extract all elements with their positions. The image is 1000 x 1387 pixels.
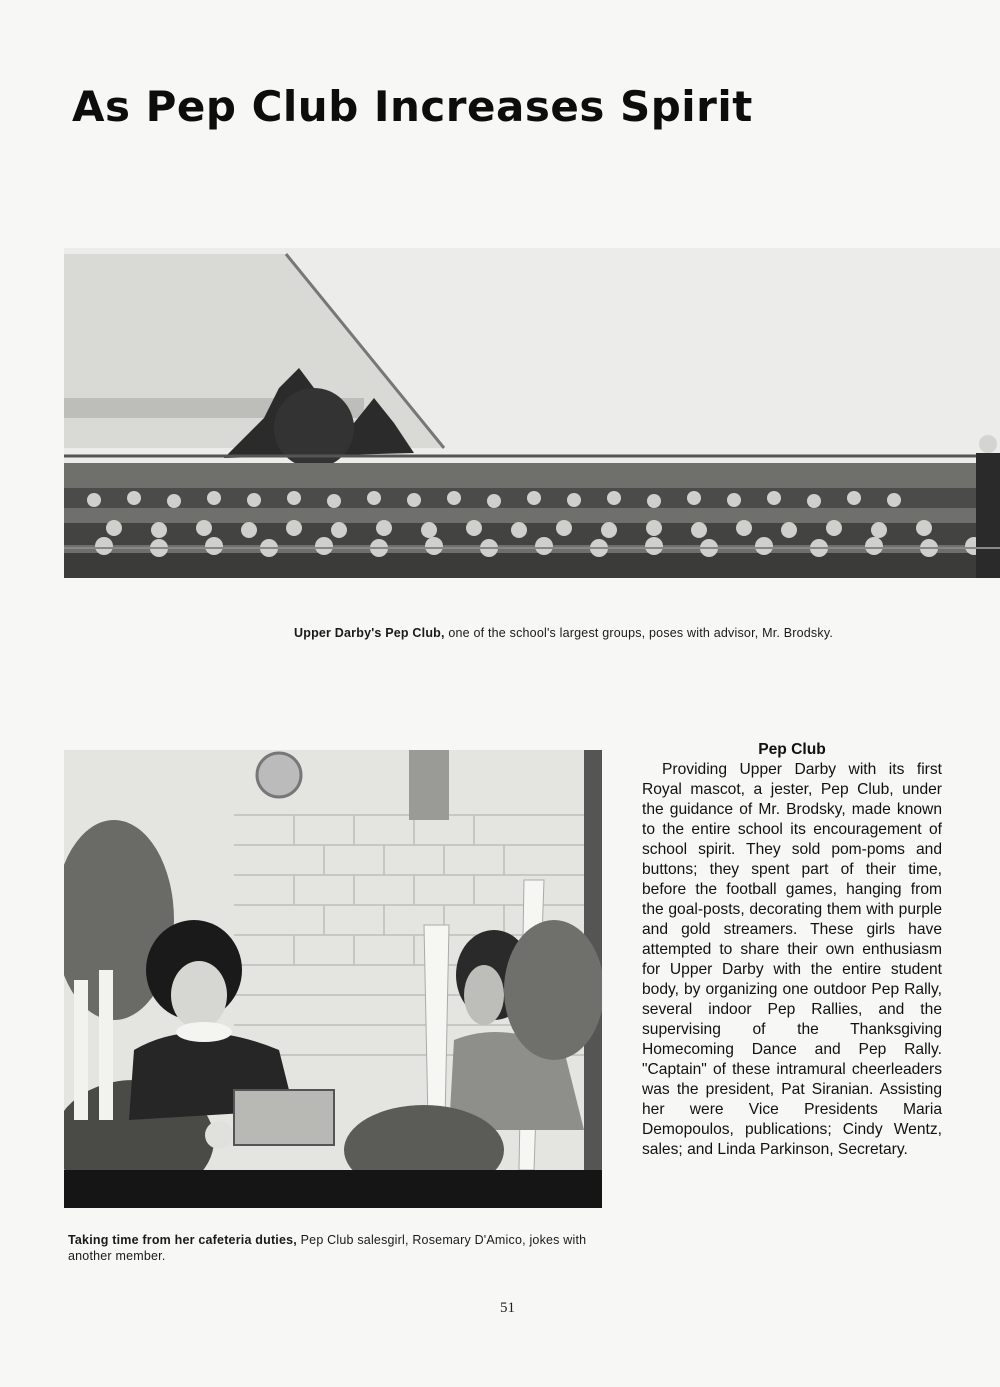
- cafe-caption-bold: Taking time from her cafeteria duties,: [68, 1233, 297, 1247]
- cafe-caption-text: Pep Club salesgirl, Rosemary D'Amico, jokes with another member.: [68, 1233, 587, 1263]
- page-number: 51: [500, 1300, 515, 1316]
- article-heading: Pep Club: [758, 741, 826, 758]
- group-caption-bold: Upper Darby's Pep Club,: [294, 626, 445, 640]
- cafeteria-photo-illustration: [64, 750, 602, 1208]
- article-body: Providing Upper Darby with its first Royal mascot, a jester, Pep Club, under the guidance of Mr. Brodsky, made known to the entire school its encouragement of school spirit. They sold pom-poms and buttons; they spent part of their time, before the football games, hanging from the goal-posts, decorating them with purple and gold streamers. These girls have attempted to share their own enthusiasm for Upper Darby with the entire student body, by organizing one outdoor Pep Rally, several indoor Pep Rallies, and the supervising of the Thanksgiving Homecoming Dance and Pep Rally. "Captain" of these intramural cheerleaders was the president, Pat Siranian. Assisting her were Vice Presidents Maria Demopoulos, publications; Cindy Wentz, sales; and Linda Parkinson, Secretary.: [642, 761, 942, 1158]
- page-title: As Pep Club Increases Spirit: [72, 82, 753, 131]
- pep-club-article: [642, 740, 942, 1160]
- group-photo-illustration: [64, 248, 1000, 578]
- cafeteria-photo-caption: [68, 1232, 608, 1264]
- cafeteria-photo: [64, 750, 602, 1208]
- group-photo-caption: [294, 625, 914, 641]
- group-caption-text: one of the school's largest groups, poses with advisor, Mr. Brodsky.: [444, 626, 834, 640]
- pep-club-group-photo: [64, 248, 1000, 578]
